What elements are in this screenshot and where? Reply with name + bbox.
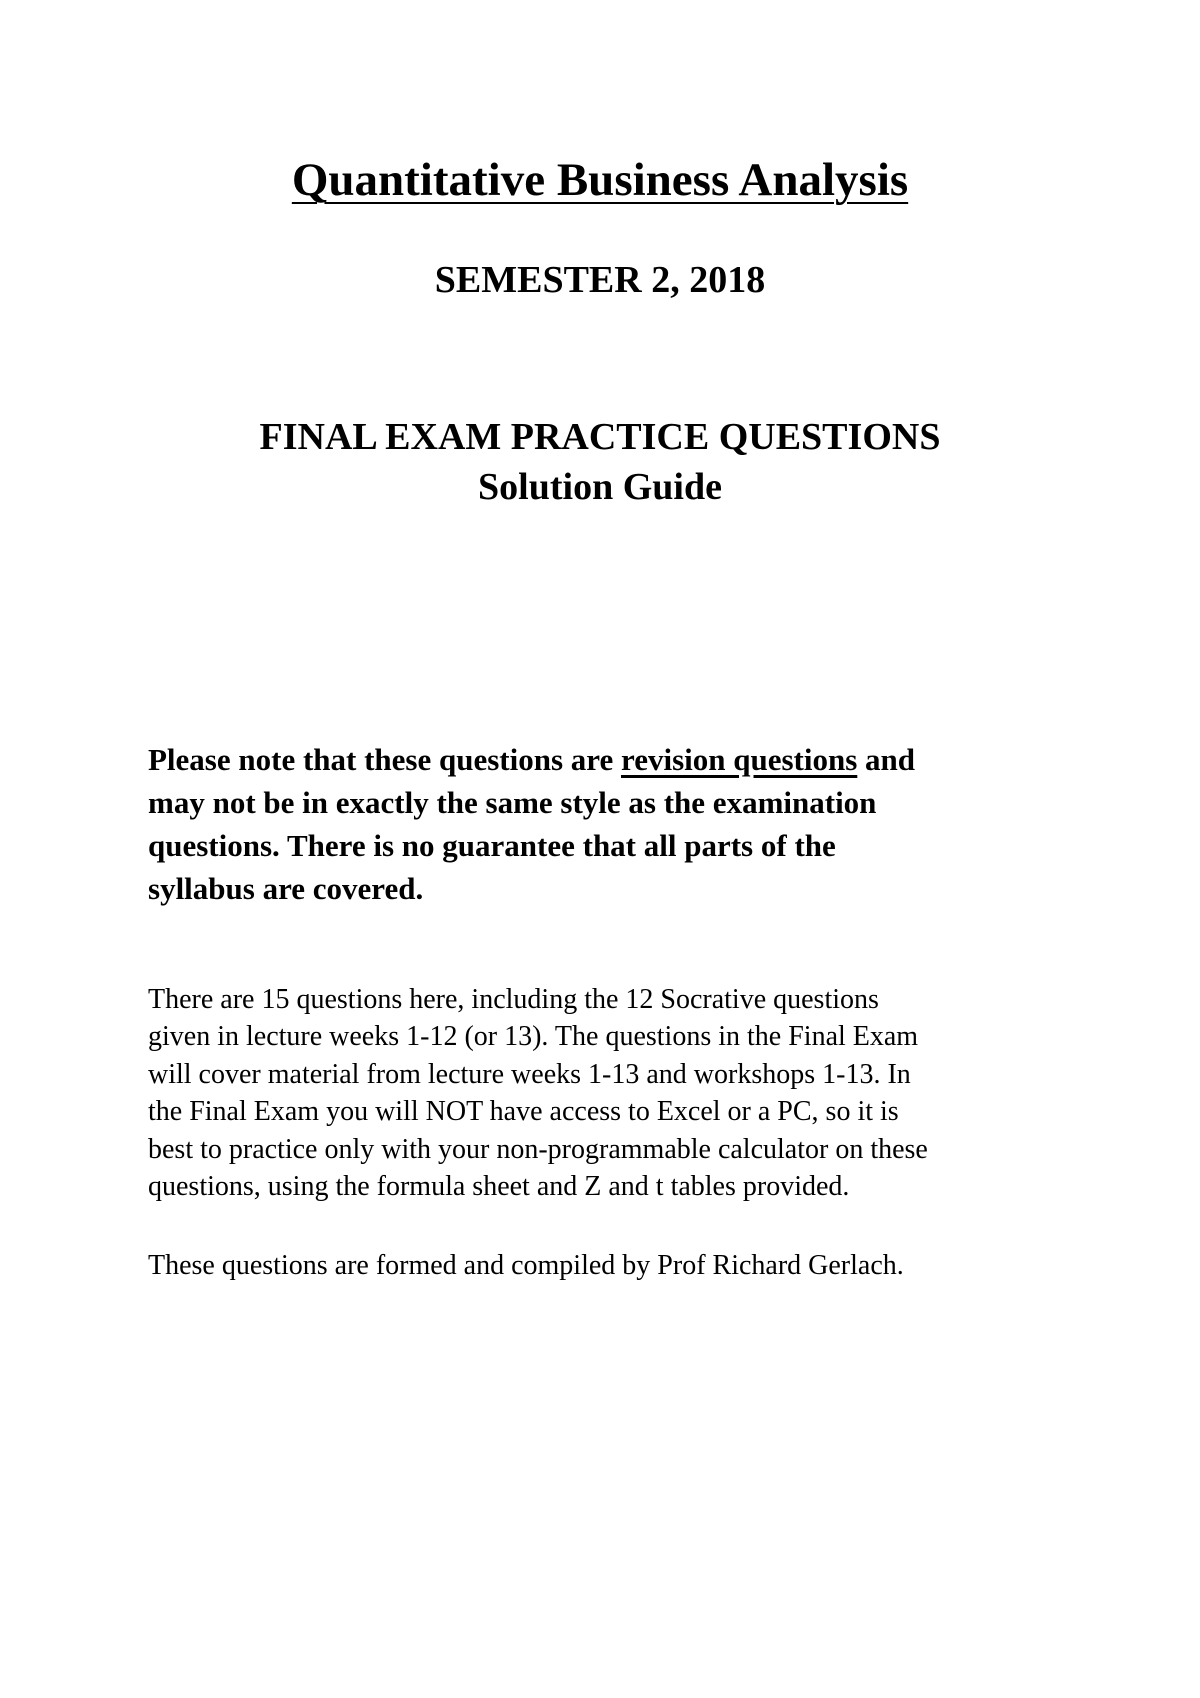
author-credit: These questions are formed and compiled by Prof Richard Gerlach. [148,1250,904,1281]
revision-note-line-4: syllabus are covered. [148,871,424,906]
instructions-line: given in lecture weeks 1-12 (or 13). The questions in the Final Exam [148,1021,919,1053]
exam-heading: FINAL EXAM PRACTICE QUESTIONS [259,416,941,458]
document-title-text: Quantitative Business Analysis [291,154,909,206]
instructions-line: the Final Exam you will NOT have access to Excel or a PC, so it is [148,1096,899,1128]
revision-note-line-2: may not be in exactly the same style as the examination [148,785,877,820]
revision-questions-underlined: revision questions [621,742,858,777]
solution-guide-subtitle: Solution Guide [478,466,722,508]
instructions-line: questions, using the formula sheet and Z and t tables provided. [148,1171,850,1203]
revision-note-line-3: questions. There is no guarantee that all parts of the [148,828,836,863]
document-title [0,150,1200,210]
revision-note-line-1 [148,738,1068,781]
instructions-line: will cover material from lecture weeks 1-13 and workshops 1-13. In [148,1058,911,1090]
revision-note-line-1-start: Please note that these questions are [148,742,621,777]
semester-heading: SEMESTER 2, 2018 [434,259,766,301]
revision-note [148,738,1068,910]
instructions-line: There are 15 questions here, including the 12 Socrative questions [148,984,879,1015]
instructions-line: best to practice only with your non-programmable calculator on these [148,1133,928,1165]
instructions-paragraph [148,981,1088,1205]
revision-note-line-1-end: and [857,742,916,777]
